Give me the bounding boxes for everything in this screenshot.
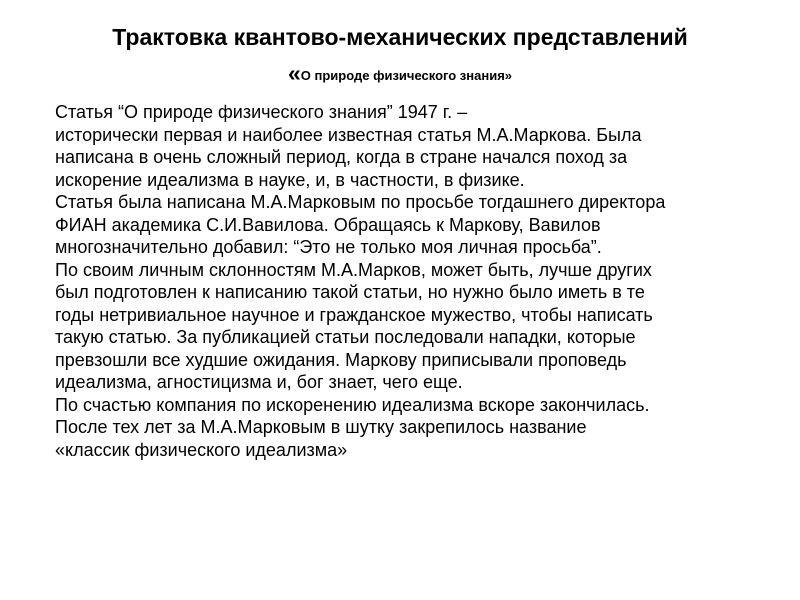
body-line: такую статью. За публикацией статьи последовали нападки, которые xyxy=(55,327,636,347)
body-line: многозначительно добавил: “Это не только моя личная просьба”. xyxy=(55,237,602,257)
body-line: После тех лет за М.А.Марковым в шутку закрепилось название xyxy=(55,417,587,437)
body-line: превзошли все худшие ожидания. Маркову приписывали проповедь xyxy=(55,349,627,370)
body-text xyxy=(55,101,755,461)
body-line: «классик физического идеализма» xyxy=(55,439,348,460)
body-line: По своим личным склонностям М.А.Марков, может быть, лучше других xyxy=(55,259,652,280)
body-line: ФИАН академика С.И.Вавилова. Обращаясь к Маркову, Вавилов xyxy=(55,214,601,235)
body-line: годы нетривиальное научное и гражданское мужество, чтобы написать xyxy=(55,304,653,325)
body-line: искорение идеализма в науке, и, в частности, в физике. xyxy=(55,169,525,190)
body-line: исторически первая и наиболее известная статья М.А.Маркова. Была xyxy=(55,124,642,145)
slide-subtitle xyxy=(0,61,800,88)
body-line: По счастью компания по искоренению идеализма вскоре закончилась. xyxy=(55,394,650,415)
slide-title: Трактовка квантово-механических представлений xyxy=(112,24,688,50)
subtitle-text: О природе физического знания» xyxy=(300,68,513,83)
body-line: идеализма, агностицизма и, бог знает, чего еще. xyxy=(55,372,463,392)
body-line: написана в очень сложный период, когда в стране начался поход за xyxy=(55,147,628,167)
body-line: был подготовлен к написанию такой статьи, но нужно было иметь в те xyxy=(55,282,645,302)
body-line: Статья “О природе физического знания” 1947 г. – xyxy=(55,102,468,122)
subtitle-open-quote: « xyxy=(287,60,301,86)
body-line: Статья была написана М.А.Марковым по просьбе тогдашнего директора xyxy=(55,192,666,212)
